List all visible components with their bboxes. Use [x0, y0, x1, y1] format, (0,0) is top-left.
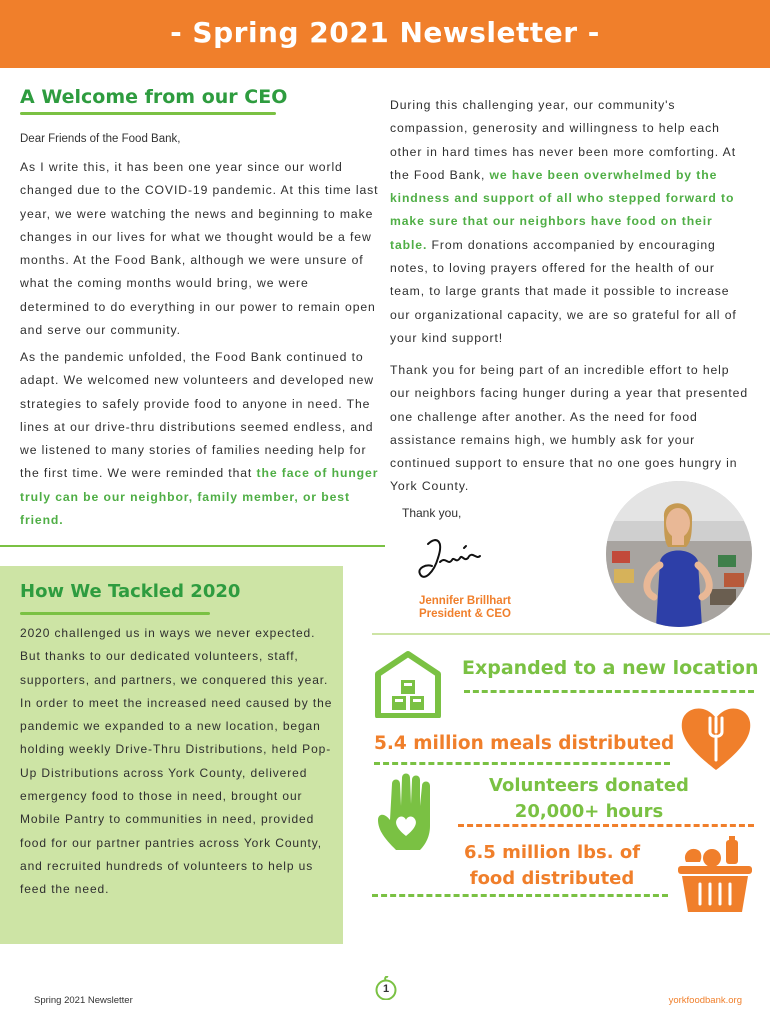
heading-underline: [20, 112, 276, 115]
welcome-paragraph-1: As I write this, it has been one year since our world changed due to the COVID-19 pandemic. At this time last year, we were watching the news and beginning to make changes in our lives for what we thought would be a few months. At the Food Bank, although we were unsure of what the coming months would bring, we were determined to do everything in our power to remain open and serve our community.: [20, 160, 379, 338]
hand-heart-icon: [374, 772, 452, 852]
signer-block: [380, 595, 550, 621]
signer-title: President & CEO: [418, 608, 512, 620]
welcome-paragraph-4: Thank you for being part of an incredible effort to help our neighbors facing hunger during a year that presented one challenge after another. As the need for food assistance remains high, we humbly ask for your continued support to ensure that no one goes hungry in York County.: [390, 363, 749, 494]
header-banner: [0, 0, 770, 68]
paragraph-text: During this challenging year, our community's compassion, generosity and willingness to help each other in hard times has never been more comforting. At the Food Bank,: [390, 98, 736, 182]
signer-name: Jennifer Brillhart: [418, 595, 512, 607]
closing-text: Thank you,: [402, 506, 462, 520]
stat-location: Expanded to a new location: [462, 657, 759, 679]
stat-volunteers: [462, 773, 716, 825]
stat-text: food distributed: [469, 868, 635, 889]
tackled-body: 2020 challenged us in ways we never expected. But thanks to our dedicated volunteers, staff, supporters, and partners, we conquered this year. In order to meet the increased need caused by the pandemic we expanded to a new location, began holding weekly Drive-Thru Distributions, held Pop-Up Distributions across York County, delivered emergency food to those in need, brought our Mobile Pantry to communities in need, provided food for our partner pantries across York County, and recruited hundreds of volunteers to help us feed the need.: [20, 626, 333, 897]
stat-text: 20,000+ hours: [514, 801, 664, 822]
basket-icon: [676, 836, 754, 914]
page-number: 1: [382, 983, 390, 995]
stat-food: [450, 840, 654, 892]
stat-meals: 5.4 million meals distributed: [374, 733, 675, 754]
section-divider: [0, 545, 385, 547]
heading-underline: [20, 612, 210, 615]
dashed-divider: [458, 824, 754, 827]
warehouse-icon: [374, 650, 442, 718]
dashed-divider: [374, 762, 670, 765]
footer-newsletter-label: Spring 2021 Newsletter: [34, 995, 133, 1006]
highlight-text: we have been overwhelmed by the kindness and support of all who stepped forward to make sure that our neighbors have food on their table.: [390, 167, 735, 252]
stat-text: 6.5 million lbs. of: [463, 842, 641, 863]
highlight-text: the face of hunger truly can be our neighbor, family member, or best friend.: [20, 466, 379, 528]
welcome-paragraph-2: [20, 346, 380, 532]
newsletter-title: - Spring 2021 Newsletter -: [170, 16, 600, 49]
paragraph-text: As the pandemic unfolded, the Food Bank continued to adapt. We welcomed new volunteers and developed new strategies to safely provide food to anyone in need. The lines at our drive-thru distributions seemed endless, and we listened to many stories of families needing help for the first time. We were reminded that: [20, 350, 374, 481]
welcome-paragraph-3: [390, 94, 752, 350]
dashed-divider: [464, 690, 754, 693]
ceo-welcome-heading: A Welcome from our CEO: [20, 86, 288, 108]
salutation: Dear Friends of the Food Bank,: [20, 133, 181, 145]
section-divider: [372, 633, 770, 635]
footer-website-link[interactable]: yorkfoodbank.org: [668, 995, 742, 1006]
tackled-heading: How We Tackled 2020: [20, 581, 241, 602]
signature: [414, 530, 494, 590]
heart-fork-icon: [680, 702, 752, 772]
paragraph-text: From donations accompanied by encouraging notes, to loving prayers offered for the health of our team, to large grants that made it possible to increase our organizational capacity, we are so grateful for all of your kind support!: [390, 237, 737, 345]
dashed-divider: [372, 894, 668, 897]
ceo-photo: [606, 481, 752, 627]
stat-text: Volunteers donated: [489, 775, 689, 796]
